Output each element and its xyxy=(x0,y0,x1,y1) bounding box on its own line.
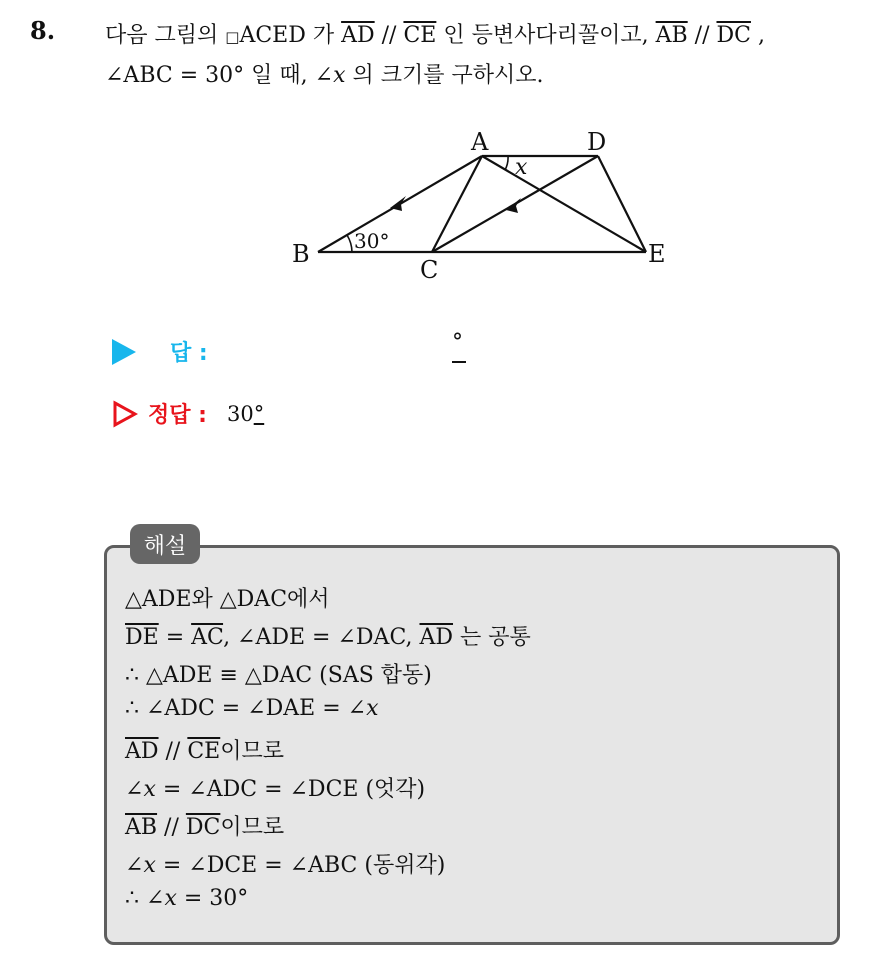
segment-dc: $\overline{DC}$ xyxy=(716,23,751,48)
segment-ad: $\overline{AD}$ xyxy=(341,23,375,48)
correct-answer-row xyxy=(112,398,264,429)
label-c: C xyxy=(420,256,439,284)
label-d: D xyxy=(587,128,607,156)
correct-answer-value: 30° xyxy=(226,401,265,426)
solution-tag: 해설 xyxy=(130,524,200,564)
answer-degree: ° xyxy=(452,330,463,355)
solution-line-2: $\overline{DE} = \overline{AC}$, ∠ADE = ∠DAC, $\overline{AD}$ 는 공통 xyxy=(125,625,531,650)
solution-line-5: $\overline{AD} // \overline{CE}$이므로 xyxy=(125,739,285,764)
solution-line-3: ∴ △ADE ≡ △DAC (SAS 합동) xyxy=(125,663,432,688)
angle-arc-a xyxy=(505,156,508,170)
label-a: A xyxy=(471,128,489,156)
answer-label: 답 : xyxy=(170,341,208,366)
parallel-symbol: // xyxy=(687,23,717,48)
question-text-line-2 xyxy=(105,58,544,89)
answer-underline xyxy=(452,361,466,363)
question-text: 다음 그림의 xyxy=(105,23,226,48)
label-angle-b: 30° xyxy=(354,229,390,253)
question-number: 8. xyxy=(30,16,56,45)
question-text-line-1 xyxy=(105,18,765,49)
label-b: B xyxy=(292,240,310,268)
question-text: 일 때, xyxy=(244,63,315,88)
solution-line-4: ∴ ∠ADC = ∠DAE = ∠x xyxy=(125,696,379,721)
solution-line-6: ∠x = ∠ADC = ∠DCE (엇각) xyxy=(125,777,426,802)
angle-expression: ∠ABC = 30° xyxy=(105,63,245,88)
outline-triangle-icon xyxy=(112,400,138,428)
answer-row xyxy=(112,336,208,367)
quadrilateral-name: ACED xyxy=(239,23,306,48)
question-text: 인 등변사다리꼴이고, xyxy=(436,23,656,48)
solution-line-8: ∠x = ∠DCE = ∠ABC (동위각) xyxy=(125,853,446,878)
angle-symbol: ∠ xyxy=(314,63,334,88)
segment-ce: $\overline{CE}$ xyxy=(403,23,437,48)
question-text: 의 크기를 구하시오. xyxy=(345,63,544,88)
correct-answer-label: 정답 : xyxy=(148,403,207,428)
solution-line-9: ∴ ∠x = 30° xyxy=(125,886,249,911)
solution-line-7: $\overline{AB} // \overline{DC}$이므로 xyxy=(125,815,285,840)
angle-arc-b xyxy=(347,235,352,252)
filled-triangle-icon xyxy=(112,339,136,365)
variable-x: x xyxy=(333,63,346,88)
label-e: E xyxy=(648,240,666,268)
trapezoid-figure xyxy=(280,120,680,290)
question-text: 가 xyxy=(305,23,342,48)
square-symbol: □ xyxy=(225,28,240,46)
arrowhead-dc xyxy=(506,198,521,213)
solution-line-1: △ADE와 △DAC에서 xyxy=(125,587,330,612)
label-x: x xyxy=(515,155,528,180)
segment-ab: $\overline{AB}$ xyxy=(655,23,688,48)
parallel-symbol: // xyxy=(374,23,404,48)
question-text: , xyxy=(750,23,765,48)
